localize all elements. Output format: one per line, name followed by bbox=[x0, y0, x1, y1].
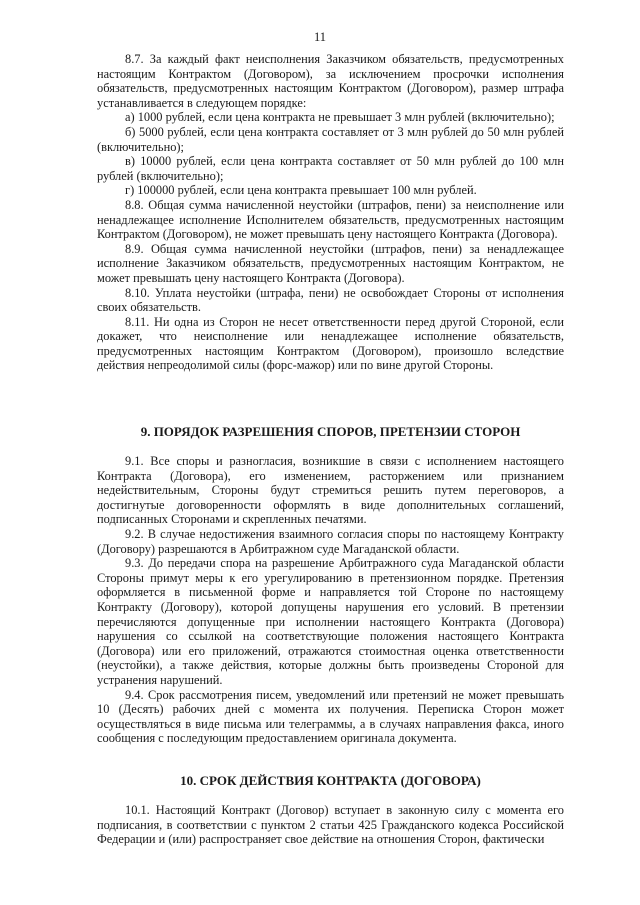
clause-9-2: 9.2. В случае недостижения взаимного согласия споры по настоящему Контракту (Договору) разрешаются в Арбитражном суде Магаданской области. bbox=[97, 526, 564, 556]
section-10-body bbox=[97, 803, 564, 847]
section-10-heading: 10. СРОК ДЕЙСТВИЯ КОНТРАКТА (ДОГОВОРА) bbox=[180, 773, 481, 788]
section-9-body bbox=[97, 454, 564, 746]
clause-8-8: 8.8. Общая сумма начисленной неустойки (штрафов, пени) за неисполнение или ненадлежащее исполнение Исполнителем обязательств, предусмотренных настоящим Контрактом (Договором), не может превышать цену настоящего Контракта (Договора). bbox=[97, 197, 564, 242]
clause-8-11: 8.11. Ни одна из Сторон не несет ответственности перед другой Стороной, если докажет, что неисполнение или ненадлежащее исполнение обязательств, предусмотренных настоящим Контрактом (Договором), произошло вследствие действия непреодолимой силы (форс-мажор) или по вине другой Стороны. bbox=[97, 314, 564, 373]
section-8-continued bbox=[97, 52, 564, 373]
clause-8-7: 8.7. За каждый факт неисполнения Заказчиком обязательств, предусмотренных настоящим Контрактом (Договором), за исключением просрочки исполнения обязательств, предусмотренных настоящим Контрактом (Договором), размер штрафа устанавливается в следующем порядке: bbox=[97, 52, 564, 110]
clause-10-1: 10.1. Настоящий Контракт (Договор) вступает в законную силу с момента его подписания, в соответствии с пунктом 2 статьи 425 Гражданского кодекса Российской Федерации и (или) распространяет свое действие на отношения Сторон, фактически bbox=[97, 803, 564, 847]
page-number: 11 bbox=[313, 30, 327, 44]
clause-8-7-a: а) 1000 рублей, если цена контракта не превышает 3 млн рублей (включительно); bbox=[125, 110, 555, 125]
clause-9-3: 9.3. До передачи спора на разрешение Арбитражного суда Магаданской области Стороны примут меры к его урегулированию в претензионном порядке. Претензия оформляется в письменной форме и направляется той Стороне по настоящему Контракту (Договору), которой допущены нарушения его условий. В претензии перечисляются допущенные при исполнении настоящего Контракта (Договора) нарушения со ссылкой на соответствующие положения настоящего Контракта (Договора) или его приложений, отражаются стоимостная оценка ответственности (неустойки), а также действия, которые должны быть произведены Стороной для устранения нарушений. bbox=[97, 556, 564, 687]
clause-8-7-c: в) 10000 рублей, если цена контракта составляет от 50 млн рублей до 100 млн рублей (включительно); bbox=[97, 154, 564, 183]
clause-8-9: 8.9. Общая сумма начисленной неустойки (штрафов, пени) за ненадлежащее исполнение Заказчиком обязательств, предусмотренных настоящим Контрактом, не может превышать цену настоящего Контракта (Договора). bbox=[97, 241, 564, 285]
clause-8-10: 8.10. Уплата неустойки (штрафа, пени) не освобождает Стороны от исполнения своих обязательств. bbox=[97, 285, 564, 315]
clause-9-4: 9.4. Срок рассмотрения писем, уведомлений или претензий не может превышать 10 (Десять) рабочих дней с момента их получения. Переписка Сторон может осуществляться в виде письма или телеграммы, а в случаях направления факса, иного сообщения с последующим предоставлением оригинала документа. bbox=[97, 687, 564, 746]
clause-9-1: 9.1. Все споры и разногласия, возникшие в связи с исполнением настоящего Контракта (Договора), его изменением, расторжением или признанием недействительным, Стороны будут стремиться решить путем переговоров, а достигнутые договоренности оформлять в виде дополнительных соглашений, подписанных Сторонами и скрепленных печатями. bbox=[97, 454, 564, 527]
clause-8-7-d: г) 100000 рублей, если цена контракта превышает 100 млн рублей. bbox=[125, 183, 477, 198]
clause-8-7-b: б) 5000 рублей, если цена контракта составляет от 3 млн рублей до 50 млн рублей (включительно); bbox=[97, 124, 564, 154]
section-9-heading: 9. ПОРЯДОК РАЗРЕШЕНИЯ СПОРОВ, ПРЕТЕНЗИИ СТОРОН bbox=[140, 424, 521, 439]
